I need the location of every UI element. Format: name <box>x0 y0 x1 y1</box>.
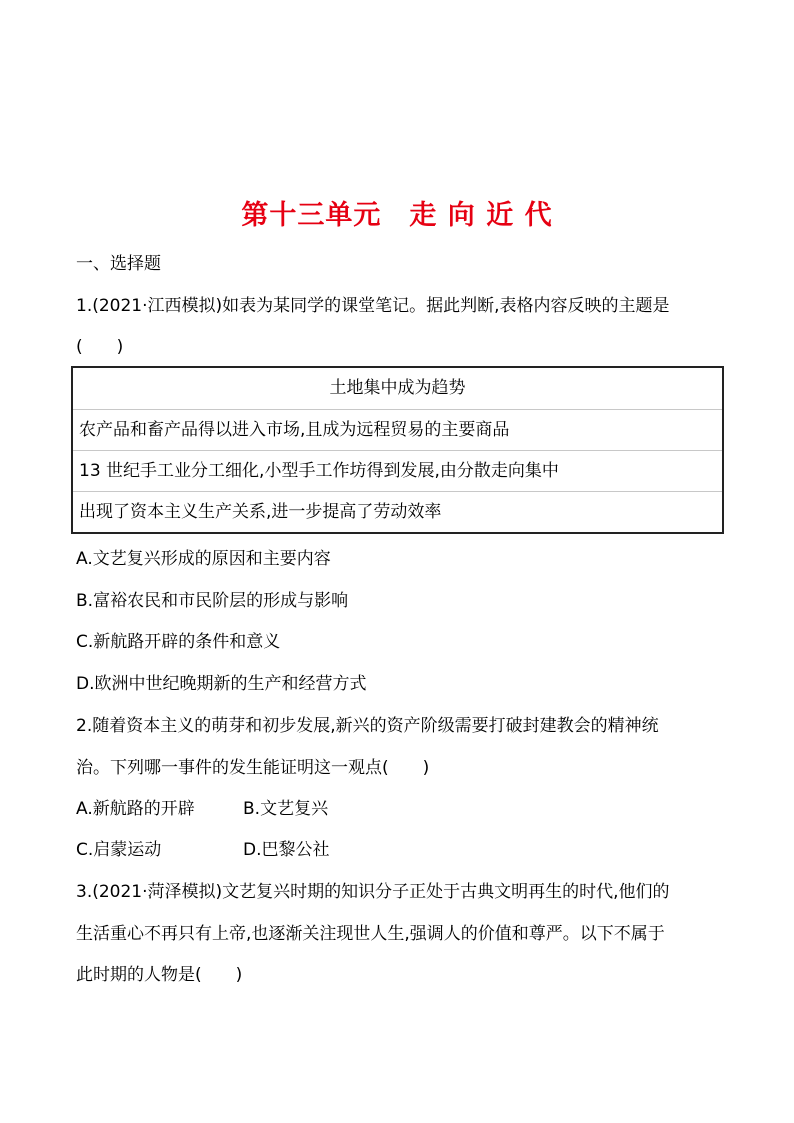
q1-option-a: A.文艺复兴形成的原因和主要内容 <box>76 549 331 569</box>
q2-options-row1 <box>76 797 726 821</box>
q2-option-d: D.巴黎公社 <box>243 840 330 860</box>
q2-stem-line2: 治。下列哪一事件的发生能证明这一观点( ) <box>76 758 430 778</box>
q1-option-c: C.新航路开辟的条件和意义 <box>76 632 281 652</box>
q3-stem-line2: 生活重心不再只有上帝,也逐渐关注现世人生,强调人的价值和尊严。以下不属于 <box>76 924 665 944</box>
unit-title: 第十三单元 走 向 近 代 <box>241 200 553 231</box>
q2-option-c: C.启蒙运动 <box>76 840 162 860</box>
q3-stem-line3: 此时期的人物是( ) <box>76 965 243 985</box>
table-row: 出现了资本主义生产关系,进一步提高了劳动效率 <box>73 491 722 532</box>
q3-stem-line1: 3.(2021·菏泽模拟)文艺复兴时期的知识分子正处于古典文明再生的时代,他们的 <box>76 882 670 902</box>
q1-option-d: D.欧洲中世纪晚期新的生产和经营方式 <box>76 674 367 694</box>
table-row: 土地集中成为趋势 <box>329 378 466 398</box>
q2-option-b: B.文艺复兴 <box>243 799 329 819</box>
q2-stem-line1: 2.随着资本主义的萌芽和初步发展,新兴的资产阶级需要打破封建教会的精神统 <box>76 716 659 736</box>
q2-option-a: A.新航路的开辟 <box>76 799 195 819</box>
q1-notes-table <box>71 366 724 534</box>
table-row: 农产品和畜产品得以进入市场,且成为远程贸易的主要商品 <box>73 409 722 450</box>
q1-stem-line2: ( ) <box>76 337 124 357</box>
q1-option-b: B.富裕农民和市民阶层的形成与影响 <box>76 591 349 611</box>
q2-options-row2 <box>76 838 726 862</box>
section-heading: 一、选择题 <box>76 254 161 274</box>
q1-stem-line1: 1.(2021·江西模拟)如表为某同学的课堂笔记。据此判断,表格内容反映的主题是 <box>76 296 670 316</box>
table-row: 13 世纪手工业分工细化,小型手工作坊得到发展,由分散走向集中 <box>73 450 722 491</box>
